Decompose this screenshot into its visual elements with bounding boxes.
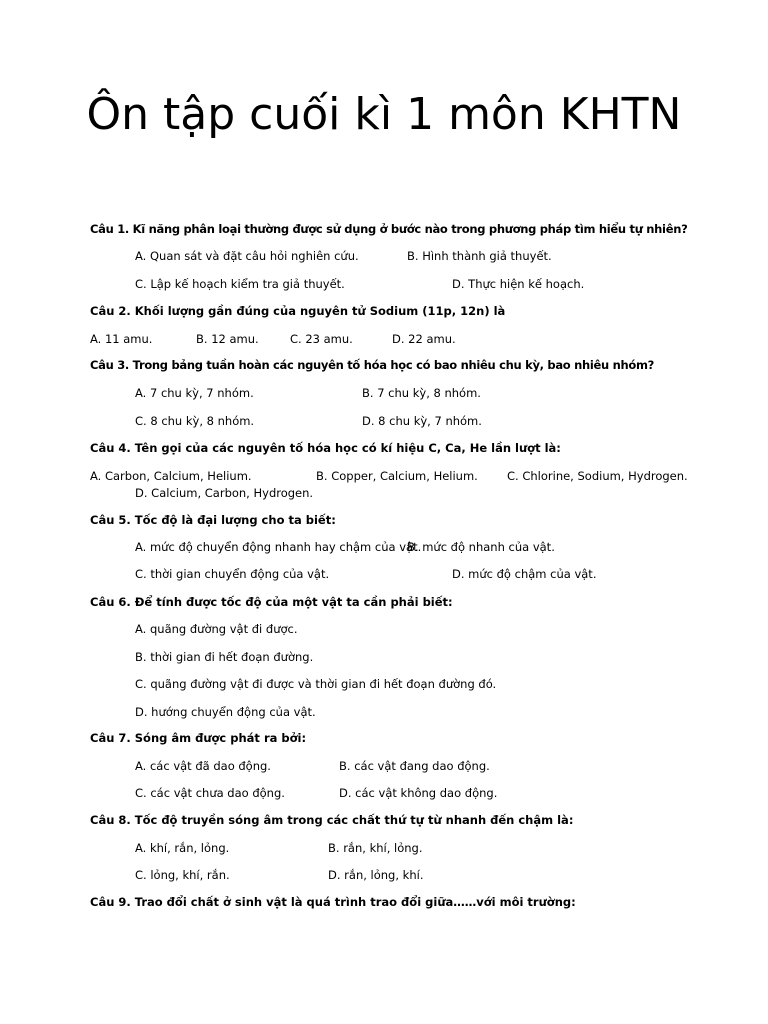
page-title: Ôn tập cuối kì 1 môn KHTN [86,89,682,140]
question-3-stem: Câu 3. Trong bảng tuần hoàn các nguyên tố hóa học có bao nhiêu chu kỳ, bao nhiêu nhóm? [90,358,655,372]
question-8-option-a: A. khí, rắn, lỏng. [135,841,230,855]
question-7-option-d: D. các vật không dao động. [339,786,498,800]
question-9-stem: Câu 9. Trao đổi chất ở sinh vật là quá trình trao đổi giữa……với môi trường: [90,895,576,909]
question-6-option-b: B. thời gian đi hết đoạn đường. [135,650,314,664]
question-5-option-c: C. thời gian chuyển động của vật. [135,567,330,581]
question-8-option-c: C. lỏng, khí, rắn. [135,868,230,882]
question-7-option-a: A. các vật đã dao động. [135,759,271,773]
question-6-option-a: A. quãng đường vật đi được. [135,622,298,636]
question-6-option-d: D. hướng chuyển động của vật. [135,705,316,719]
question-4-option-b: B. Copper, Calcium, Helium. [316,469,478,483]
question-7-stem: Câu 7. Sóng âm được phát ra bởi: [90,731,307,745]
question-8-option-d: D. rắn, lỏng, khí. [328,868,424,882]
question-5-stem: Câu 5. Tốc độ là đại lượng cho ta biết: [90,513,336,527]
question-8-option-b: B. rắn, khí, lỏng. [328,841,423,855]
question-4-stem: Câu 4. Tên gọi của các nguyên tố hóa học có kí hiệu C, Ca, He lần lượt là: [90,441,561,455]
question-3-option-d: D. 8 chu kỳ, 7 nhóm. [362,414,482,428]
question-5-option-d: D. mức độ chậm của vật. [452,567,597,581]
question-2-stem: Câu 2. Khối lượng gần đúng của nguyên tử Sodium (11p, 12n) là [90,304,506,318]
question-1-option-a: A. Quan sát và đặt câu hỏi nghiên cứu. [135,249,359,263]
question-6-option-c: C. quãng đường vật đi được và thời gian đi hết đoạn đường đó. [135,677,497,691]
question-5-option-a: A. mức độ chuyển động nhanh hay chậm của vật. [135,540,422,554]
question-1-option-c: C. Lập kế hoạch kiểm tra giả thuyết. [135,277,345,291]
question-6-stem: Câu 6. Để tính được tốc độ của một vật ta cần phải biết: [90,595,453,609]
question-4-option-c: C. Chlorine, Sodium, Hydrogen. [507,469,688,483]
question-7-option-b: B. các vật đang dao động. [339,759,490,773]
question-2-option-a: A. 11 amu. [90,332,153,346]
question-3-option-c: C. 8 chu kỳ, 8 nhóm. [135,414,255,428]
question-3-option-b: B. 7 chu kỳ, 8 nhóm. [362,386,481,400]
question-4-option-d: D. Calcium, Carbon, Hydrogen. [135,486,314,500]
question-5-option-b: B. mức độ nhanh của vật. [407,540,555,554]
question-7-option-c: C. các vật chưa dao động. [135,786,285,800]
question-4-option-a: A. Carbon, Calcium, Helium. [90,469,252,483]
question-2-option-d: D. 22 amu. [392,332,456,346]
question-2-option-c: C. 23 amu. [290,332,353,346]
question-3-option-a: A. 7 chu kỳ, 7 nhóm. [135,386,254,400]
question-1-stem: Câu 1. Kĩ năng phân loại thường được sử dụng ở bước nào trong phương pháp tìm hiểu tự nhiên? [90,222,688,236]
question-8-stem: Câu 8. Tốc độ truyền sóng âm trong các chất thứ tự từ nhanh đến chậm là: [90,813,574,827]
question-1-option-d: D. Thực hiện kế hoạch. [452,277,585,291]
question-2-option-b: B. 12 amu. [196,332,259,346]
question-1-option-b: B. Hình thành giả thuyết. [407,249,552,263]
